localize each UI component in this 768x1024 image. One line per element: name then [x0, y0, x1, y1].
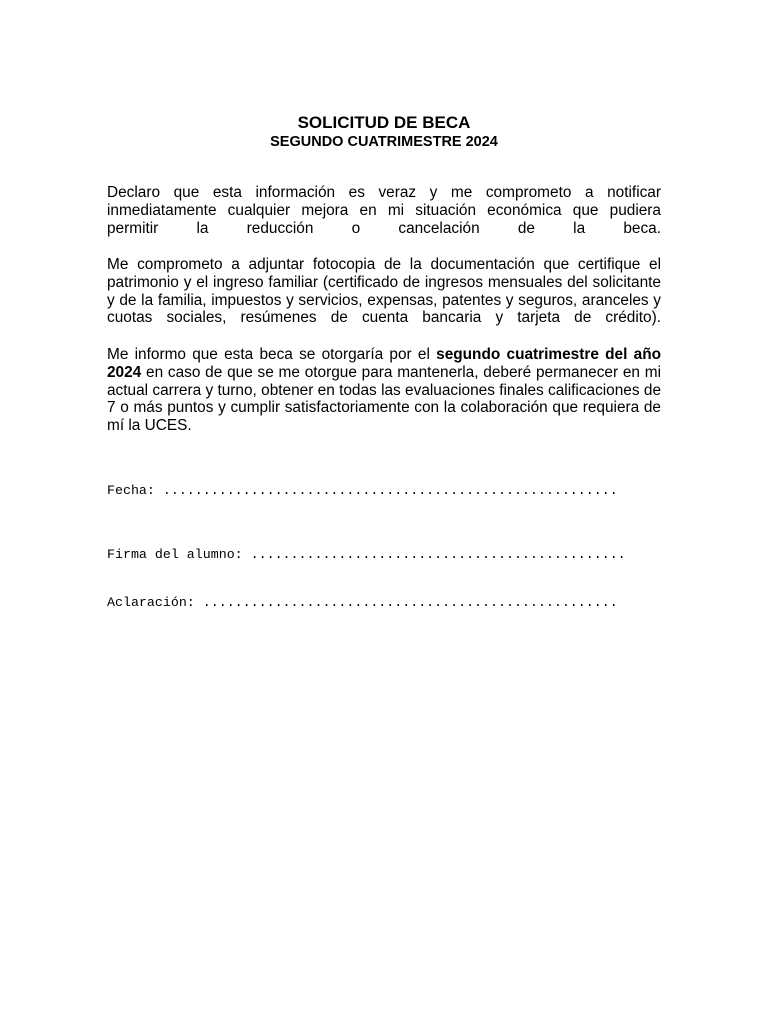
name-clarification-field: Aclaración: .................................................... — [107, 595, 618, 610]
conditions-text-end: en caso de que se me otorgue para mantenerla, deberé permanecer en mi actual carrera y turno, obtener en todas las evaluaciones finales calificaciones de 7 o más puntos y cumplir satisfactoriamente con la colaboración que requiera de mí la UCES. — [107, 363, 661, 435]
conditions-text-start: Me informo que esta beca se otorgaría por el — [107, 346, 437, 363]
document-subtitle: SEGUNDO CUATRIMESTRE 2024 — [270, 134, 498, 150]
document-title: SOLICITUD DE BECA — [297, 113, 471, 132]
student-signature-field: Firma del alumno: ............................................... — [107, 547, 626, 562]
documentation-paragraph: Me comprometo a adjuntar fotocopia de la documentación que certifique el patrimonio y el ingreso familiar (certificado de ingresos mensuales del solicitante y de la familia, impuestos y servicios, expensas, patentes y seguros, aranceles y cuotas sociales, resúmenes de cuenta bancaria y tarjeta de crédito). — [107, 256, 661, 327]
date-field: Fecha: ......................................................... — [107, 483, 618, 498]
conditions-paragraph — [107, 346, 661, 435]
declaration-paragraph: Declaro que esta información es veraz y me comprometo a notificar inmediatamente cualquier mejora en mi situación económica que pudiera permitir la reducción o cancelación de la beca. — [107, 184, 661, 237]
conditions-bold-period: segundo cuatrimestre del año 2024 — [107, 346, 661, 381]
